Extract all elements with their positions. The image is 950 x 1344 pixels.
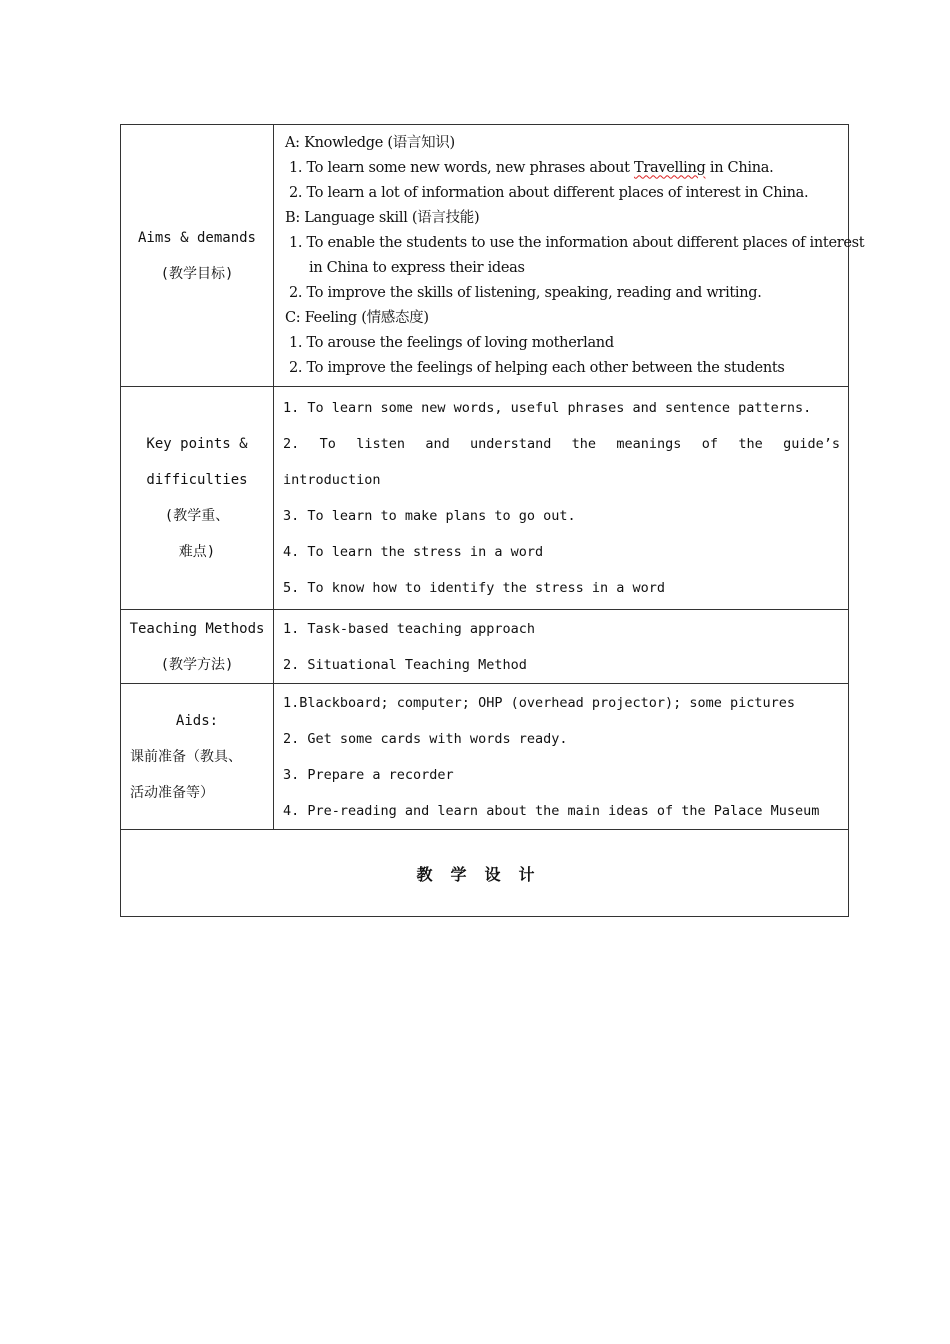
key-points-label-4: 难点)	[178, 544, 216, 560]
method-item-1: 1. Task-based teaching approach	[283, 620, 535, 637]
aims-content-cell	[274, 125, 865, 387]
key-point-item-3: 3. To learn to make plans to go out.	[283, 508, 576, 524]
aid-item-4: 4. Pre-reading and learn about the main ideas of the Palace Museum	[283, 802, 820, 819]
key-points-label-3: (教学重、	[164, 508, 230, 524]
methods-label-cell	[121, 610, 274, 684]
method-item-2: 2. Situational Teaching Method	[283, 656, 527, 673]
skill-item-1-line2: in China to express their ideas	[309, 259, 525, 276]
aims-label-en: Aims & demands	[137, 229, 256, 246]
methods-row	[121, 610, 849, 684]
skill-item-2: 2. To improve the skills of listening, speaking, reading and writing.	[289, 284, 762, 301]
knowledge-item-1-prefix: 1. To learn some new words, new phrases about	[289, 159, 634, 176]
skill-item-1-line1: 1. To enable the students to use the information about different places of interest	[289, 234, 865, 251]
key-points-label-1: Key points &	[146, 436, 248, 452]
aids-label-1: Aids:	[175, 712, 219, 729]
key-points-row	[121, 387, 849, 610]
skill-heading: B: Language skill (语言技能)	[285, 209, 480, 226]
aids-label-2: 课前准备（教具、	[130, 748, 242, 765]
aids-label-3: 活动准备等）	[130, 784, 214, 801]
aid-item-1: 1.Blackboard; computer; OHP (overhead projector); some pictures	[283, 694, 796, 711]
methods-label-en: Teaching Methods	[129, 620, 265, 637]
key-points-label-2: difficulties	[146, 472, 248, 488]
knowledge-item-2: 2. To learn a lot of information about different places of interest in China.	[289, 184, 809, 201]
aims-list	[274, 131, 865, 381]
lesson-plan-table	[120, 124, 865, 917]
design-row	[121, 830, 849, 917]
aids-label-cell	[121, 684, 274, 830]
knowledge-heading: A: Knowledge (语言知识)	[285, 134, 455, 151]
feeling-heading: C: Feeling (情感态度)	[285, 309, 429, 326]
key-point-item-2-continued: introduction	[283, 472, 381, 488]
key-point-item-2: 2. To listen and understand the meanings of the guide’s	[283, 436, 840, 452]
aid-item-2: 2. Get some cards with words ready.	[283, 730, 568, 747]
spellcheck-word: Travelling	[633, 159, 706, 176]
key-point-item-5: 5. To know how to identify the stress in a word	[283, 580, 666, 596]
key-points-content-cell	[274, 387, 849, 610]
key-points-list	[274, 390, 848, 606]
aids-content-cell	[274, 684, 849, 830]
knowledge-item-1-suffix: in China.	[705, 159, 774, 176]
methods-content-cell	[274, 610, 849, 684]
methods-label-cn: (教学方法)	[160, 656, 234, 673]
aid-item-3: 3. Prepare a recorder	[283, 766, 454, 783]
feeling-item-1: 1. To arouse the feelings of loving motherland	[289, 334, 614, 351]
aims-label-cell	[121, 125, 274, 387]
aims-row	[121, 125, 849, 387]
methods-list	[274, 611, 848, 683]
aids-list	[274, 685, 848, 829]
aims-label-cn: (教学目标)	[160, 265, 234, 282]
key-point-item-1: 1. To learn some new words, useful phrases and sentence patterns.	[283, 400, 812, 416]
key-point-item-4: 4. To learn the stress in a word	[283, 544, 544, 560]
knowledge-item-1	[285, 156, 842, 181]
feeling-item-2: 2. To improve the feelings of helping each other between the students	[289, 359, 785, 376]
aids-row	[121, 684, 849, 830]
key-points-label-cell	[121, 387, 274, 610]
design-title: 教学设计	[121, 830, 849, 917]
